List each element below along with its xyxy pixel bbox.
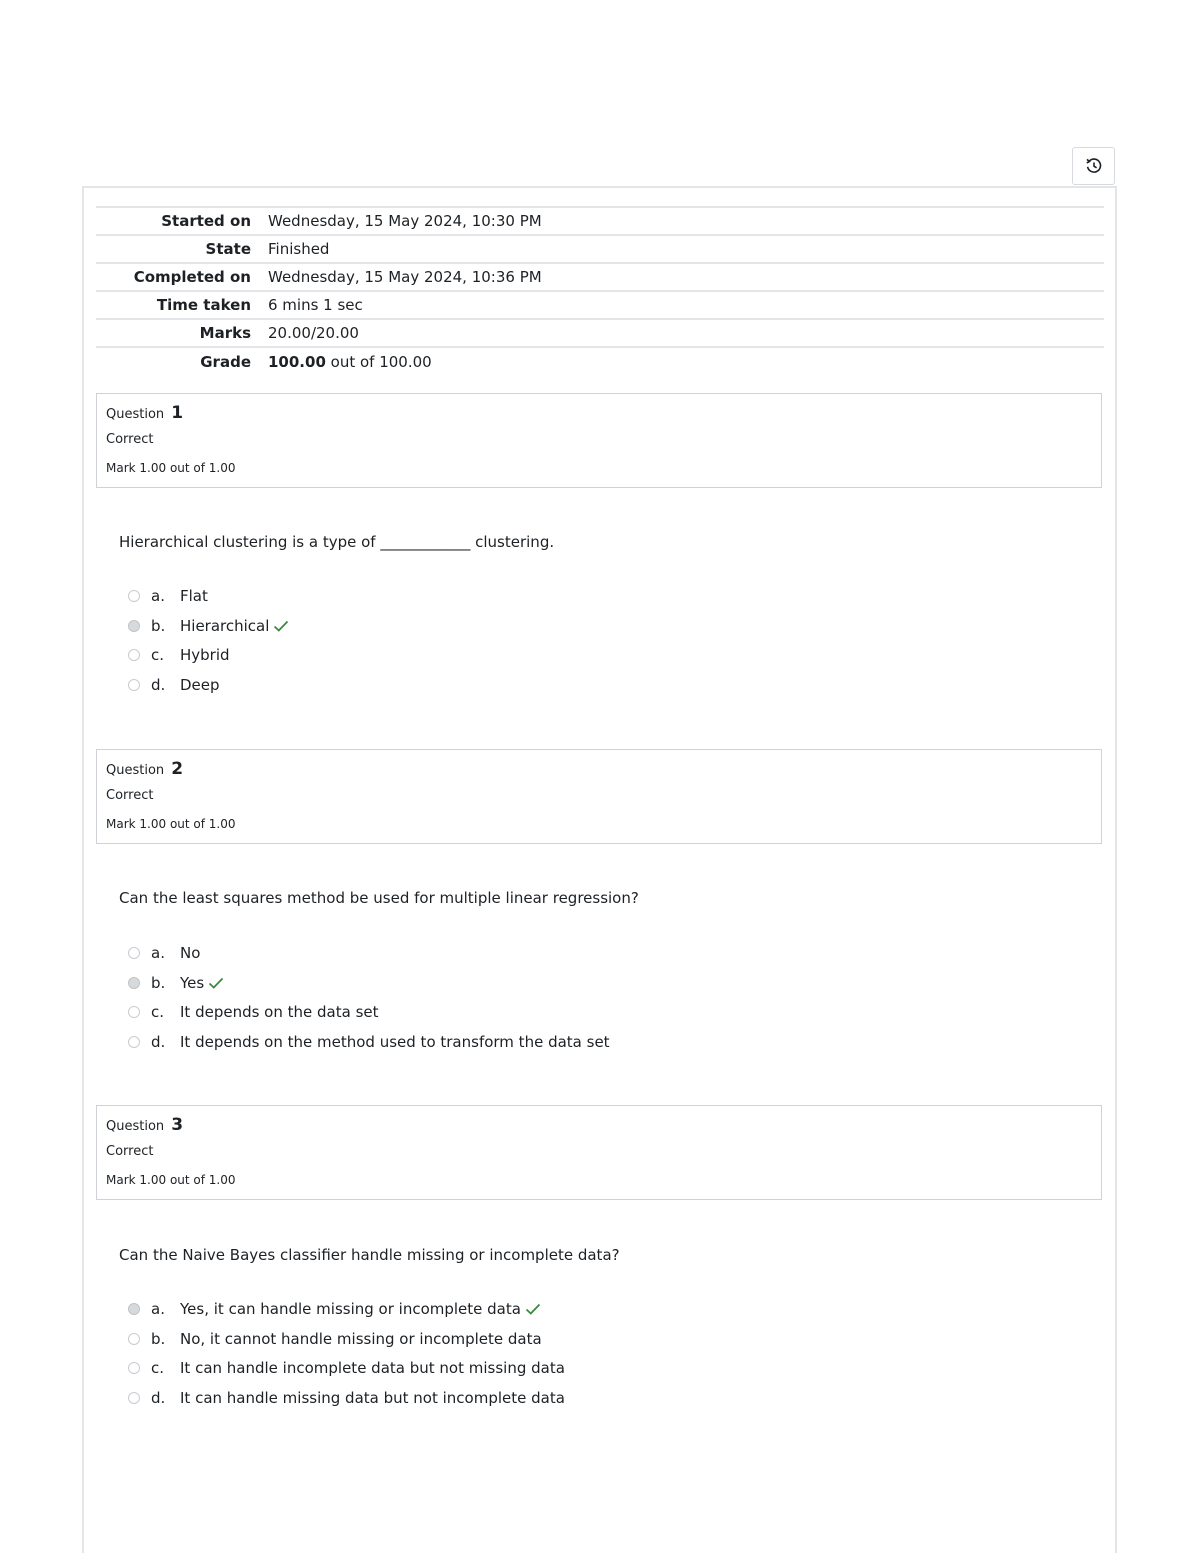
grade-out-of: out of 100.00: [325, 352, 432, 371]
radio-button[interactable]: [128, 947, 140, 959]
summary-value: Wednesday, 15 May 2024, 10:36 PM: [268, 263, 1104, 291]
question-number: Question 1: [106, 403, 184, 423]
grade-value: 100.00: [268, 352, 326, 371]
history-icon: [1085, 157, 1103, 175]
question-info-2: [96, 749, 1102, 844]
attempt-summary-table: [96, 206, 1104, 375]
question-info-1: [96, 393, 1102, 488]
summary-row-time-taken: [96, 291, 1104, 319]
summary-label: State: [96, 235, 268, 263]
answer-option[interactable]: a. Yes, it can handle missing or incomplete data: [127, 1294, 565, 1324]
answer-option[interactable]: b. No, it cannot handle missing or incomplete data: [127, 1324, 565, 1354]
radio-button[interactable]: [128, 1333, 140, 1345]
answer-option[interactable]: d. Deep: [127, 670, 289, 700]
answer-option[interactable]: b. Yes: [127, 968, 610, 998]
radio-button[interactable]: [128, 679, 140, 691]
summary-value: [268, 347, 1104, 375]
summary-row-marks: [96, 319, 1104, 347]
summary-label: Completed on: [96, 263, 268, 291]
summary-value: Finished: [268, 235, 1104, 263]
question-number: Question 2: [106, 759, 184, 779]
question-text: Can the Naive Bayes classifier handle missing or incomplete data?: [119, 1246, 620, 1264]
review-history-button[interactable]: [1072, 147, 1115, 185]
summary-value: 6 mins 1 sec: [268, 291, 1104, 319]
question-text: Can the least squares method be used for multiple linear regression?: [119, 889, 639, 907]
radio-button[interactable]: [128, 590, 140, 602]
summary-row-started: [96, 207, 1104, 235]
radio-button[interactable]: [128, 649, 140, 661]
summary-row-completed: [96, 263, 1104, 291]
summary-label: Started on: [96, 207, 268, 235]
question-state: Correct: [106, 1144, 154, 1159]
answer-option[interactable]: c. Hybrid: [127, 640, 289, 670]
question-text: Hierarchical clustering is a type of ____________ clustering.: [119, 533, 555, 551]
radio-button-selected[interactable]: [128, 620, 140, 632]
question-info-3: [96, 1105, 1102, 1200]
summary-label: Grade: [96, 347, 268, 375]
radio-button[interactable]: [128, 1362, 140, 1374]
question-mark: Mark 1.00 out of 1.00: [106, 461, 236, 475]
radio-button-selected[interactable]: [128, 1303, 140, 1315]
question-mark: Mark 1.00 out of 1.00: [106, 1173, 236, 1187]
summary-label: Marks: [96, 319, 268, 347]
answer-option[interactable]: a. Flat: [127, 581, 289, 611]
check-icon: [273, 619, 289, 633]
answer-option[interactable]: c. It can handle incomplete data but not missing data: [127, 1353, 565, 1383]
summary-row-grade: [96, 347, 1104, 375]
check-icon: [208, 976, 224, 990]
answer-list: [127, 1294, 565, 1413]
answer-list: [127, 581, 289, 700]
summary-row-state: [96, 235, 1104, 263]
answer-option[interactable]: c. It depends on the data set: [127, 997, 610, 1027]
answer-option[interactable]: d. It can handle missing data but not incomplete data: [127, 1383, 565, 1413]
answer-option[interactable]: a. No: [127, 938, 610, 968]
question-state: Correct: [106, 432, 154, 447]
answer-option[interactable]: b. Hierarchical: [127, 611, 289, 641]
answer-list: [127, 938, 610, 1057]
radio-button[interactable]: [128, 1392, 140, 1404]
radio-button-selected[interactable]: [128, 977, 140, 989]
radio-button[interactable]: [128, 1006, 140, 1018]
question-state: Correct: [106, 788, 154, 803]
summary-value: Wednesday, 15 May 2024, 10:30 PM: [268, 207, 1104, 235]
question-number: Question 3: [106, 1115, 184, 1135]
answer-option[interactable]: d. It depends on the method used to transform the data set: [127, 1027, 610, 1057]
summary-value: 20.00/20.00: [268, 319, 1104, 347]
summary-label: Time taken: [96, 291, 268, 319]
radio-button[interactable]: [128, 1036, 140, 1048]
check-icon: [525, 1302, 541, 1316]
question-mark: Mark 1.00 out of 1.00: [106, 817, 236, 831]
